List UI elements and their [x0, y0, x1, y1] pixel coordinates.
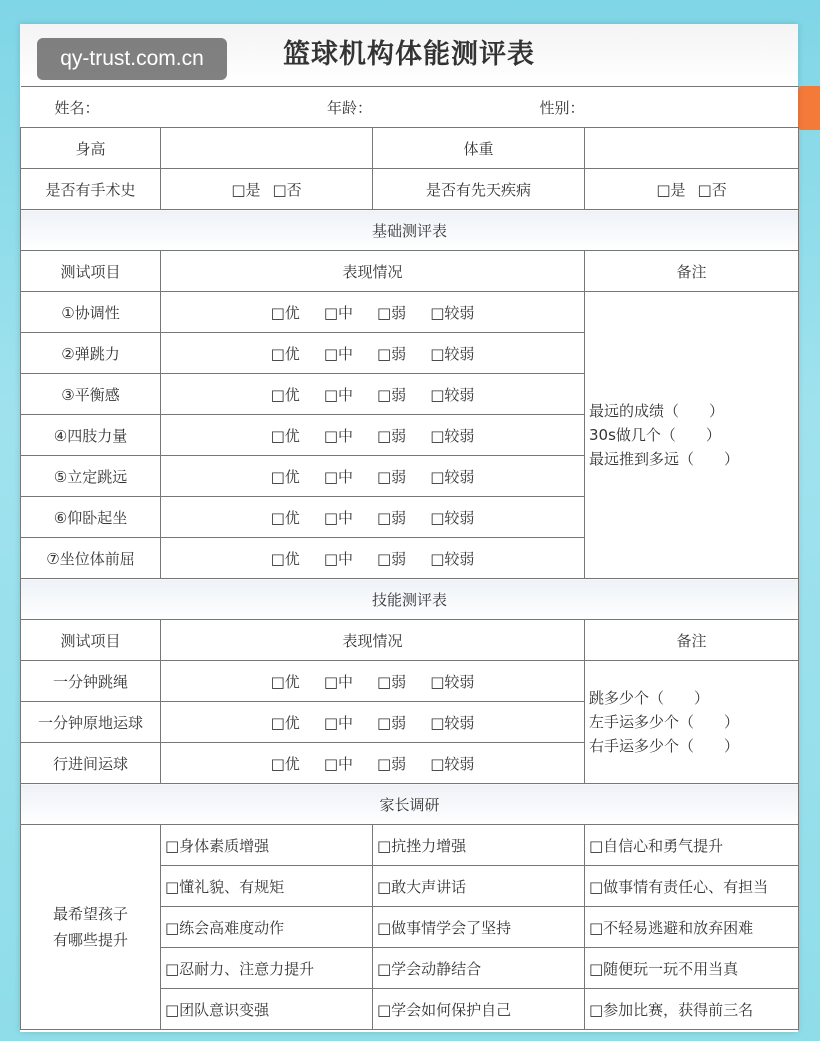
info-row: [21, 87, 799, 128]
parent-section-title: 家长调研: [21, 784, 799, 825]
parent-option-checkbox[interactable]: □身体素质增强: [161, 825, 373, 866]
basic-item-3-rating-1[interactable]: □中: [323, 426, 353, 445]
skill-remarks-cell[interactable]: [585, 661, 799, 784]
surgery-options: [161, 169, 373, 210]
disease-no-checkbox[interactable]: □否: [697, 180, 727, 199]
basic-item-6-rating-1[interactable]: □中: [323, 549, 353, 568]
disease-label: 是否有先天疾病: [373, 169, 585, 210]
basic-item-6-ratings: [161, 538, 585, 579]
remark-line: 跳多少个（ ）: [589, 689, 710, 707]
basic-item-1-rating-1[interactable]: □中: [323, 344, 353, 363]
basic-item-5-rating-3[interactable]: □较弱: [430, 508, 475, 527]
basic-item-2-rating-3[interactable]: □较弱: [430, 385, 475, 404]
skill-item-2-rating-0[interactable]: □优: [270, 754, 300, 773]
skill-item-1-rating-3[interactable]: □较弱: [430, 713, 475, 732]
basic-item-2-rating-1[interactable]: □中: [323, 385, 353, 404]
skill-header-item: 测试项目: [21, 620, 161, 661]
parent-option-checkbox[interactable]: □懂礼貌、有规矩: [161, 866, 373, 907]
remark-line: 30s做几个（ ）: [589, 426, 721, 444]
name-field[interactable]: 姓名：: [54, 98, 100, 117]
basic-item-2-rating-2[interactable]: □弱: [377, 385, 407, 404]
parent-section-row: [21, 784, 799, 825]
height-weight-row: [21, 128, 799, 169]
basic-item-label: ③平衡感: [21, 374, 161, 415]
parent-option-checkbox[interactable]: □学会如何保护自己: [373, 989, 585, 1030]
basic-item-4-rating-3[interactable]: □较弱: [430, 467, 475, 486]
basic-section-row: [21, 210, 799, 251]
basic-item-0-rating-3[interactable]: □较弱: [430, 303, 475, 322]
basic-remarks-cell[interactable]: [585, 292, 799, 579]
remark-line: 左手运多少个（ ）: [589, 713, 740, 731]
parent-question-line: 有哪些提升: [52, 931, 128, 949]
history-row: [21, 169, 799, 210]
parent-option-checkbox[interactable]: □团队意识变强: [161, 989, 373, 1030]
skill-item-label: 行进间运球: [21, 743, 161, 784]
disease-yes-checkbox[interactable]: □是: [656, 180, 686, 199]
parent-option-row: [21, 825, 799, 866]
side-tab[interactable]: [798, 86, 820, 130]
skill-item-0-rating-2[interactable]: □弱: [377, 672, 407, 691]
assessment-table: [20, 86, 799, 1030]
skill-item-0-rating-0[interactable]: □优: [270, 672, 300, 691]
basic-header-row: [21, 251, 799, 292]
basic-item-5-rating-1[interactable]: □中: [323, 508, 353, 527]
skill-item-1-rating-0[interactable]: □优: [270, 713, 300, 732]
parent-option-checkbox[interactable]: □自信心和勇气提升: [585, 825, 799, 866]
surgery-label: 是否有手术史: [21, 169, 161, 210]
basic-item-2-ratings: [161, 374, 585, 415]
skill-item-label: 一分钟跳绳: [21, 661, 161, 702]
skill-section-title: 技能测评表: [21, 579, 799, 620]
basic-item-label: ④四肢力量: [21, 415, 161, 456]
basic-item-1-rating-3[interactable]: □较弱: [430, 344, 475, 363]
basic-item-6-rating-2[interactable]: □弱: [377, 549, 407, 568]
basic-item-3-ratings: [161, 415, 585, 456]
basic-item-1-ratings: [161, 333, 585, 374]
basic-item-1-rating-0[interactable]: □优: [270, 344, 300, 363]
disease-options: [585, 169, 799, 210]
skill-item-1-rating-2[interactable]: □弱: [377, 713, 407, 732]
remark-line: 右手运多少个（ ）: [589, 737, 740, 755]
height-value[interactable]: [161, 128, 373, 169]
skill-item-0-ratings: [161, 661, 585, 702]
skill-header-remark: 备注: [585, 620, 799, 661]
skill-item-0-rating-1[interactable]: □中: [323, 672, 353, 691]
basic-header-remark: 备注: [585, 251, 799, 292]
basic-item-0-ratings: [161, 292, 585, 333]
surgery-no-checkbox[interactable]: □否: [272, 180, 302, 199]
parent-question-label: [21, 825, 161, 1030]
parent-option-checkbox[interactable]: □练会高难度动作: [161, 907, 373, 948]
basic-item-label: ⑥仰卧起坐: [21, 497, 161, 538]
skill-item-1-rating-1[interactable]: □中: [323, 713, 353, 732]
height-label: 身高: [21, 128, 161, 169]
basic-header-performance: 表现情况: [161, 251, 585, 292]
basic-item-6-rating-3[interactable]: □较弱: [430, 549, 475, 568]
basic-item-row: [21, 292, 799, 333]
basic-item-0-rating-2[interactable]: □弱: [377, 303, 407, 322]
basic-item-label: ①协调性: [21, 292, 161, 333]
basic-header-item: 测试项目: [21, 251, 161, 292]
basic-item-3-rating-2[interactable]: □弱: [377, 426, 407, 445]
skill-header-row: [21, 620, 799, 661]
parent-option-checkbox[interactable]: □忍耐力、注意力提升: [161, 948, 373, 989]
skill-item-2-rating-2[interactable]: □弱: [377, 754, 407, 773]
skill-item-1-ratings: [161, 702, 585, 743]
skill-item-label: 一分钟原地运球: [21, 702, 161, 743]
basic-section-title: 基础测评表: [21, 210, 799, 251]
parent-option-checkbox[interactable]: □做事情学会了坚持: [373, 907, 585, 948]
skill-item-0-rating-3[interactable]: □较弱: [430, 672, 475, 691]
basic-item-6-rating-0[interactable]: □优: [270, 549, 300, 568]
parent-option-checkbox[interactable]: □参加比赛，获得前三名: [585, 989, 799, 1030]
parent-option-checkbox[interactable]: □随便玩一玩不用当真: [585, 948, 799, 989]
surgery-yes-checkbox[interactable]: □是: [231, 180, 261, 199]
skill-section-row: [21, 579, 799, 620]
basic-item-label: ②弹跳力: [21, 333, 161, 374]
parent-question-line: 最希望孩子: [52, 905, 128, 923]
basic-item-2-rating-0[interactable]: □优: [270, 385, 300, 404]
skill-item-row: [21, 661, 799, 702]
parent-option-checkbox[interactable]: □不轻易逃避和放弃困难: [585, 907, 799, 948]
basic-item-4-rating-0[interactable]: □优: [270, 467, 300, 486]
skill-item-2-rating-1[interactable]: □中: [323, 754, 353, 773]
parent-option-checkbox[interactable]: □敢大声讲话: [373, 866, 585, 907]
remark-line: 最远推到多远（ ）: [589, 450, 740, 468]
basic-item-4-rating-2[interactable]: □弱: [377, 467, 407, 486]
basic-item-3-rating-0[interactable]: □优: [270, 426, 300, 445]
page-title: 篮球机构体能测评表: [20, 24, 798, 86]
skill-item-2-ratings: [161, 743, 585, 784]
basic-item-3-rating-3[interactable]: □较弱: [430, 426, 475, 445]
basic-item-0-rating-0[interactable]: □优: [270, 303, 300, 322]
basic-item-0-rating-1[interactable]: □中: [323, 303, 353, 322]
parent-option-checkbox[interactable]: □做事情有责任心、有担当: [585, 866, 799, 907]
basic-item-5-rating-0[interactable]: □优: [270, 508, 300, 527]
basic-item-label: ⑤立定跳远: [21, 456, 161, 497]
gender-field[interactable]: 性别：: [539, 98, 585, 117]
parent-option-checkbox[interactable]: □学会动静结合: [373, 948, 585, 989]
basic-item-5-ratings: [161, 497, 585, 538]
basic-item-1-rating-2[interactable]: □弱: [377, 344, 407, 363]
basic-item-5-rating-2[interactable]: □弱: [377, 508, 407, 527]
skill-item-2-rating-3[interactable]: □较弱: [430, 754, 475, 773]
weight-label: 体重: [373, 128, 585, 169]
basic-item-4-rating-1[interactable]: □中: [323, 467, 353, 486]
weight-value[interactable]: [585, 128, 799, 169]
skill-header-performance: 表现情况: [161, 620, 585, 661]
basic-item-4-ratings: [161, 456, 585, 497]
age-field[interactable]: 年龄：: [327, 98, 373, 117]
remark-line: 最远的成绩（ ）: [589, 402, 725, 420]
assessment-sheet: [20, 24, 798, 1032]
basic-item-label: ⑦坐位体前屈: [21, 538, 161, 579]
watermark-badge: qy-trust.com.cn: [37, 38, 227, 80]
parent-option-checkbox[interactable]: □抗挫力增强: [373, 825, 585, 866]
